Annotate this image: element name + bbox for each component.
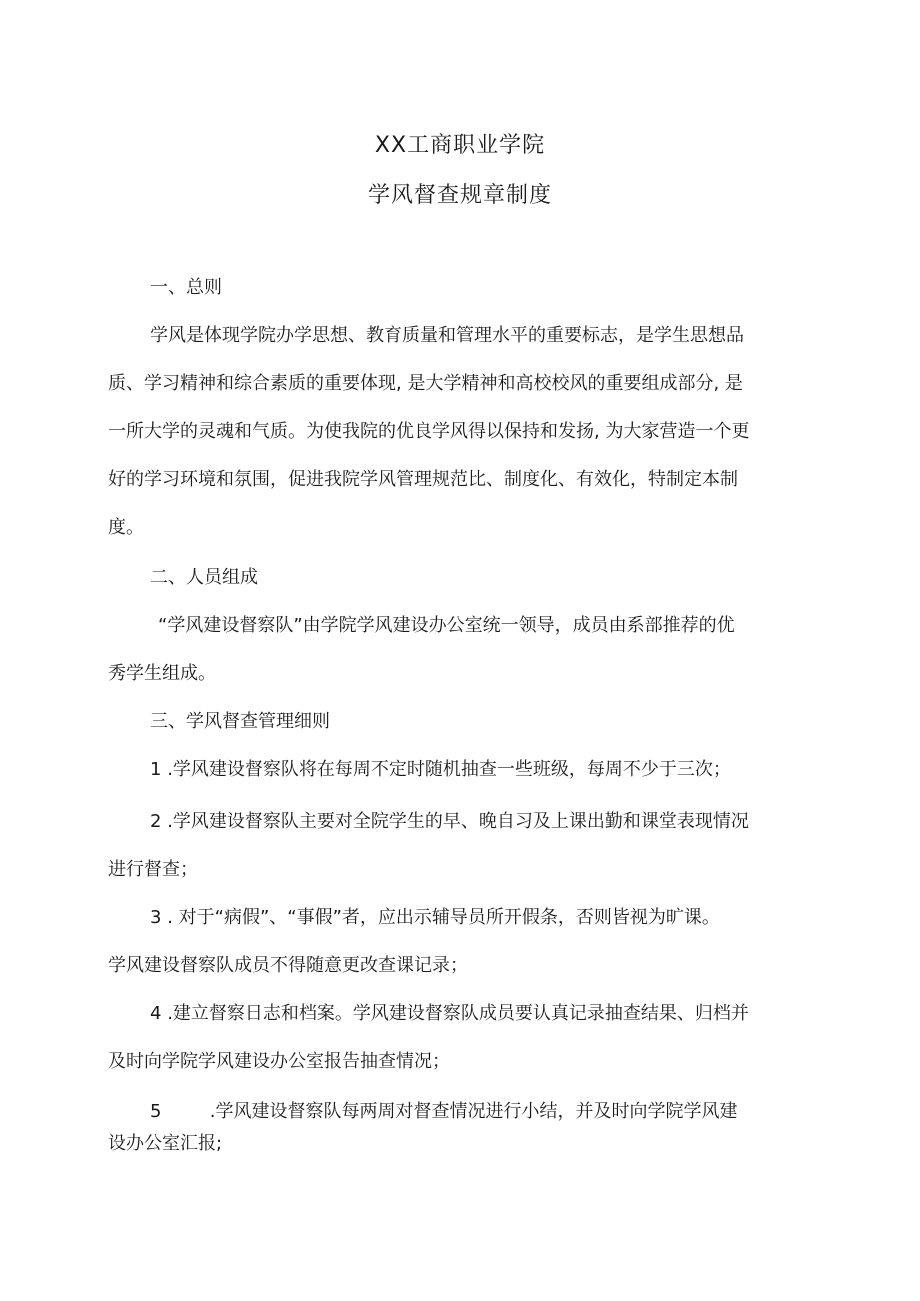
- paragraph-line: 进行督查；: [108, 859, 198, 880]
- paragraph-line: 及时向学院学风建设办公室报告抽查情况；: [108, 1051, 450, 1072]
- list-item-text: .学风建设督察队每两周对督查情况进行小结，并及时向学院学风建: [209, 1101, 738, 1122]
- section-heading-general: 一、总则: [150, 277, 222, 298]
- paragraph-line: 学风建设督察队成员不得随意更改查课记录；: [108, 955, 468, 976]
- list-item-text: .建立督察日志和档案。学风建设督察队成员要认真记录抽查结果、归档并: [167, 1003, 749, 1024]
- list-item-4: [150, 1002, 749, 1026]
- list-item-3: [150, 906, 720, 930]
- paragraph-line: 好的学习环境和氛围，促进我院学风管理规范比、制度化、有效化，特制定本制: [108, 469, 738, 490]
- list-item-number: 3: [150, 907, 162, 928]
- list-item-number: 5: [150, 1101, 162, 1122]
- paragraph-line: 学风是体现学院办学思想、教育质量和管理水平的重要标志，是学生思想品: [150, 325, 744, 346]
- list-item-number: 1: [150, 759, 162, 780]
- document-title-line1: XX工商职业学院: [374, 133, 546, 158]
- paragraph-line: 一所大学的灵魂和气质。为使我院的优良学风得以保持和发扬, 为大家营造一个更: [108, 421, 750, 442]
- list-item-number: 4: [150, 1003, 162, 1024]
- paragraph-line: 设办公室汇报;: [108, 1133, 223, 1154]
- paragraph-line: 秀学生组成。: [108, 663, 216, 684]
- paragraph-line: “学风建设督察队”由学院学风建设办公室统一领导，成员由系部推荐的优: [158, 615, 735, 636]
- list-item-number: 2: [150, 811, 162, 832]
- list-item-5: [150, 1100, 737, 1124]
- list-item-2: [150, 810, 749, 834]
- paragraph-line: 度。: [108, 517, 144, 538]
- document-title-line2: 学风督查规章制度: [367, 183, 552, 208]
- paragraph-line: 质、学习精神和综合素质的重要体现, 是大学精神和高校校风的重要组成部分, 是: [108, 373, 743, 394]
- list-item-text: . 对于“病假”、“事假”者，应出示辅导员所开假条，否则皆视为旷课。: [167, 907, 720, 928]
- list-item-1: [150, 758, 731, 782]
- section-heading-personnel: 二、人员组成: [150, 567, 258, 588]
- section-heading-rules: 三、学风督查管理细则: [150, 711, 330, 732]
- list-item-text: .学风建设督察队主要对全院学生的早、晚自习及上课出勤和课堂表现情况: [167, 811, 749, 832]
- list-item-text: .学风建设督察队将在每周不定时随机抽查一些班级，每周不少于三次；: [167, 759, 731, 780]
